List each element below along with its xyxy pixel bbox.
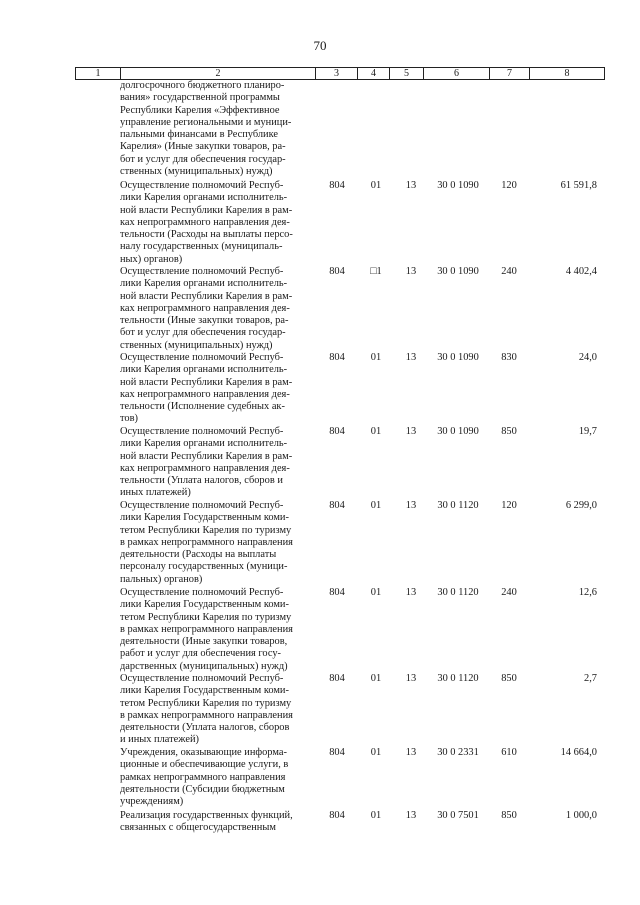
- column-number-5: 5: [390, 68, 424, 79]
- section-code: 01: [370, 747, 382, 758]
- target-article-code: 30 0 1090: [437, 426, 479, 437]
- admin-code: 804: [329, 673, 345, 684]
- subsection-code: 13: [405, 673, 417, 684]
- admin-code: 804: [329, 587, 345, 598]
- section-code: □1: [370, 266, 382, 277]
- expense-type-code: 850: [501, 426, 517, 437]
- subsection-code: 13: [405, 747, 417, 758]
- section-code: 01: [370, 810, 382, 821]
- expense-type-code: 120: [501, 180, 517, 191]
- column-number-1: 1: [76, 68, 121, 79]
- subsection-code: 13: [405, 352, 417, 363]
- column-number-3: 3: [316, 68, 358, 79]
- target-article-code: 30 0 1090: [437, 352, 479, 363]
- amount: 12,6: [578, 587, 597, 598]
- expense-type-code: 610: [501, 747, 517, 758]
- expense-type-code: 120: [501, 500, 517, 511]
- row-description: Осуществление полномочий Респуб- лики Карелия Государственным коми- тетом Республики Карелия по туризму в рамках непрограммного направления деятельности (Расходы на выплаты персоналу государственных (муници- пальных) органов): [120, 500, 293, 585]
- admin-code: 804: [329, 180, 345, 191]
- amount: 24,0: [578, 352, 597, 363]
- expense-type-code: 850: [501, 810, 517, 821]
- subsection-code: 13: [405, 266, 417, 277]
- amount: 4 402,4: [565, 266, 597, 277]
- section-code: 01: [370, 352, 382, 363]
- subsection-code: 13: [405, 426, 417, 437]
- target-article-code: 30 0 7501: [437, 810, 479, 821]
- row-description: Осуществление полномочий Респуб- лики Карелия органами исполнитель- ной власти Республики Карелия в рам- ках непрограммного направления дея- тельности (Расходы на выплаты персо- налу государственных (муниципаль- ных) органов): [120, 180, 293, 265]
- target-article-code: 30 0 1120: [437, 587, 479, 598]
- target-article-code: 30 0 2331: [437, 747, 479, 758]
- column-number-6: 6: [424, 68, 490, 79]
- row-description: Осуществление полномочий Респуб- лики Карелия Государственным коми- тетом Республики Карелия по туризму в рамках непрограммного направления деятельности (Иные закупки товаров, работ и услуг для обеспечения госу- дарственных (муниципальных) нужд): [120, 587, 293, 672]
- page-number: 70: [313, 38, 327, 53]
- section-code: 01: [370, 673, 382, 684]
- column-number-8: 8: [564, 68, 570, 79]
- row-description: Осуществление полномочий Респуб- лики Карелия органами исполнитель- ной власти Республики Карелия в рам- ках непрограммного направления дея- тельности (Иные закупки товаров, ра- бот и услуг для обеспечения государ- ственных (муниципальных) нужд): [120, 266, 293, 351]
- column-number-2: 2: [121, 68, 316, 79]
- column-number-7: 7: [490, 68, 530, 79]
- admin-code: 804: [329, 352, 345, 363]
- target-article-code: 30 0 1090: [437, 180, 479, 191]
- amount: 1 000,0: [565, 810, 597, 821]
- row-description: Осуществление полномочий Респуб- лики Карелия Государственным коми- тетом Республики Карелия по туризму в рамках непрограммного направления деятельности (Уплата налогов, сборов и иных платежей): [120, 673, 293, 746]
- subsection-code: 13: [405, 500, 417, 511]
- expense-type-code: 850: [501, 673, 517, 684]
- target-article-code: 30 0 1120: [437, 673, 479, 684]
- admin-code: 804: [329, 747, 345, 758]
- subsection-code: 13: [405, 180, 417, 191]
- section-code: 01: [370, 180, 382, 191]
- row-description: Реализация государственных функций, связанных с общегосударственным: [120, 810, 293, 834]
- amount: 6 299,0: [565, 500, 597, 511]
- section-code: 01: [370, 426, 382, 437]
- section-code: 01: [370, 500, 382, 511]
- admin-code: 804: [329, 266, 345, 277]
- amount: 61 591,8: [560, 180, 597, 191]
- subsection-code: 13: [405, 587, 417, 598]
- expense-type-code: 240: [501, 587, 517, 598]
- row-description: Осуществление полномочий Респуб- лики Карелия органами исполнитель- ной власти Республики Карелия в рам- ках непрограммного направления дея- тельности (Уплата налогов, сборов и иных платежей): [120, 426, 293, 499]
- target-article-code: 30 0 1090: [437, 266, 479, 277]
- amount: 19,7: [578, 426, 597, 437]
- amount: 14 664,0: [560, 747, 597, 758]
- row-description: Учреждения, оказывающие информа- ционные и обеспечивающие услуги, в рамках непрограммного направления деятельности (Субсидии бюджетным учреждениям): [120, 747, 289, 808]
- table-header-row: [75, 67, 605, 80]
- subsection-code: 13: [405, 810, 417, 821]
- admin-code: 804: [329, 810, 345, 821]
- column-number-4: 4: [358, 68, 390, 79]
- continuation-description: долгосрочного бюджетного планиро- вания» государственной программы Республики Карелия «Эффективное управление региональными и муници- пальными финансами в Республике Карелия» (Иные закупки товаров, ра- бот и услуг для обеспечения государ- ственных (муниципальных) нужд): [120, 80, 292, 178]
- admin-code: 804: [329, 426, 345, 437]
- amount: 2,7: [584, 673, 597, 684]
- section-code: 01: [370, 587, 382, 598]
- expense-type-code: 830: [501, 352, 517, 363]
- expense-type-code: 240: [501, 266, 517, 277]
- admin-code: 804: [329, 500, 345, 511]
- target-article-code: 30 0 1120: [437, 500, 479, 511]
- row-description: Осуществление полномочий Респуб- лики Карелия органами исполнитель- ной власти Республики Карелия в рам- ках непрограммного направления дея- тельности (Исполнение судебных ак- тов): [120, 352, 293, 425]
